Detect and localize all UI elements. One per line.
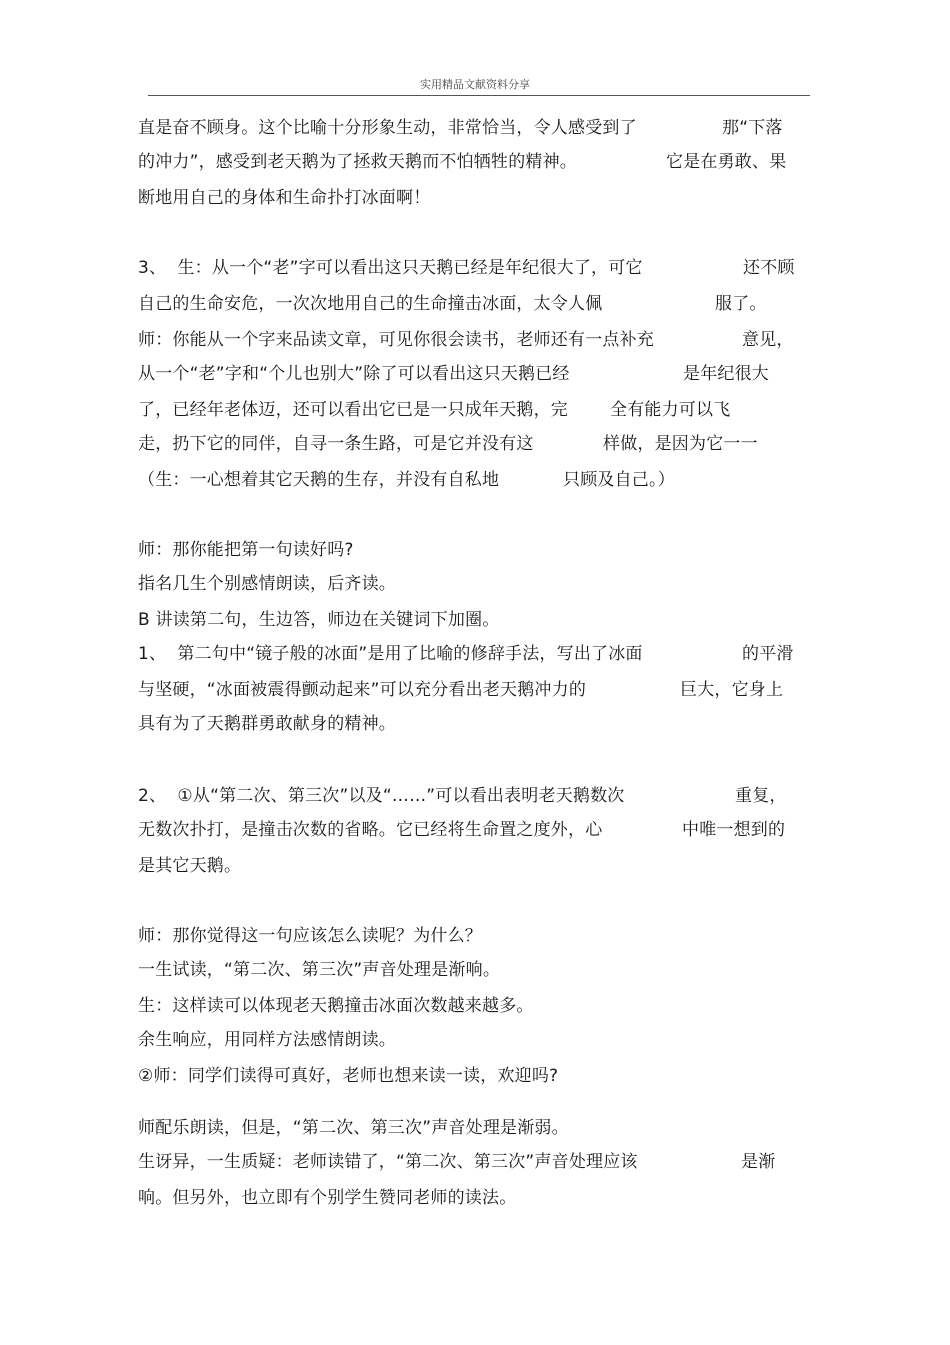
text-line [138,678,818,702]
text-line [138,292,818,316]
text-segment: 意见， [742,330,794,350]
text-segment: 生：这样读可以体现老天鹅撞击冰面次数越来越多。 [138,996,534,1016]
header-divider [148,95,810,96]
text-segment: 师：你能从一个字来品读文章，可见你很会读书，老师还有一点补充 [138,330,654,350]
text-segment: 断地用自己的身体和生命扑打冰面啊！ [138,188,431,208]
text-line [138,468,818,492]
text-segment: 2、 ①从“第二次、第三次”以及“……”可以看出表明老天鹅数次 [138,786,625,806]
text-segment: （生：一心想着其它天鹅的生存，并没有自私地 [138,470,500,490]
text-line [138,186,818,210]
text-line [138,1064,818,1088]
text-line [138,642,818,666]
text-line [138,1186,818,1210]
text-line [138,538,818,562]
text-segment: 指名几生个别感情朗读，后齐读。 [138,574,396,594]
text-line [138,256,818,280]
text-segment: 1、 第二句中“镜子般的冰面”是用了比喻的修辞手法，写出了冰面 [138,644,643,664]
text-line [138,362,818,386]
text-segment: 中唯一想到的 [682,820,786,840]
text-segment: 是其它天鹅。 [138,856,242,876]
text-segment: 服了。 [715,294,767,314]
text-segment: 巨大，它身上 [680,680,784,700]
text-segment: 师：那你觉得这一句应该怎么读呢？为什么？ [138,926,482,946]
text-segment: 师配乐朗读，但是，“第二次、第三次”声音处理是渐弱。 [138,1118,569,1138]
text-line [138,150,818,174]
text-segment: 3、 生：从一个“老”字可以看出这只天鹅已经是年纪很大了，可它 [138,258,643,278]
text-line [138,328,818,352]
text-segment: 是渐 [741,1152,776,1172]
text-line [138,1028,818,1052]
text-segment: 的冲力”，感受到老天鹅为了拯救天鹅而不怕牺牲的精神。 [138,152,578,172]
text-segment: ②师：同学们读得可真好，老师也想来读一读，欢迎吗? [138,1066,559,1086]
text-line [138,854,818,878]
text-segment: 生讶异，一生质疑：老师读错了，“第二次、第三次”声音处理应该 [138,1152,638,1172]
text-segment: 是年纪很大 [683,364,769,384]
text-segment: 它是在勇敢、果 [666,152,787,172]
text-segment: 具有为了天鹅群勇敢献身的精神。 [138,714,396,734]
text-line [138,924,818,948]
text-segment: 那“下落 [722,118,783,138]
text-line [138,818,818,842]
text-segment: 全有能力可以飞 [610,400,731,420]
text-line [138,608,818,632]
text-line [138,994,818,1018]
text-segment: 自己的生命安危，一次次地用自己的生命撞击冰面，太令人佩 [138,294,603,314]
text-segment: 只顾及自己。） [563,470,675,490]
text-segment: 直是奋不顾身。这个比喻十分形象生动，非常恰当，令人感受到了 [138,118,637,138]
text-segment: 响。但另外，也立即有个别学生赞同老师的读法。 [138,1188,517,1208]
text-segment: 从一个“老”字和“个儿也别大”除了可以看出这只天鹅已经 [138,364,570,384]
text-line [138,1116,818,1140]
text-segment: B 讲读第二句，生边答，师边在关键词下加圈。 [138,610,500,630]
text-segment: 样做，是因为它一一 [603,434,758,454]
text-line [138,432,818,456]
text-line [138,784,818,808]
text-segment: 了，已经年老体迈，还可以看出它已是一只成年天鹅，完 [138,400,568,420]
text-line [138,398,818,422]
text-segment: 走，扔下它的同伴，自寻一条生路，可是它并没有这 [138,434,534,454]
text-segment: 无数次扑打，是撞击次数的省略。它已经将生命置之度外，心 [138,820,603,840]
text-line [138,958,818,982]
text-line [138,1150,818,1174]
text-line [138,712,818,736]
text-segment: 一生试读，“第二次、第三次”声音处理是渐响。 [138,960,501,980]
text-segment: 余生响应，用同样方法感情朗读。 [138,1030,396,1050]
text-segment: 与坚硬，“冰面被震得颤动起来”可以充分看出老天鹅冲力的 [138,680,587,700]
text-segment: 师：那你能把第一句读好吗? [138,540,354,560]
text-line [138,572,818,596]
text-segment: 重复， [735,786,787,806]
text-segment: 还不顾 [743,258,795,278]
text-line [138,116,818,140]
text-segment: 的平滑 [742,644,794,664]
page-header: 实用精品文献资料分享 [420,78,530,91]
